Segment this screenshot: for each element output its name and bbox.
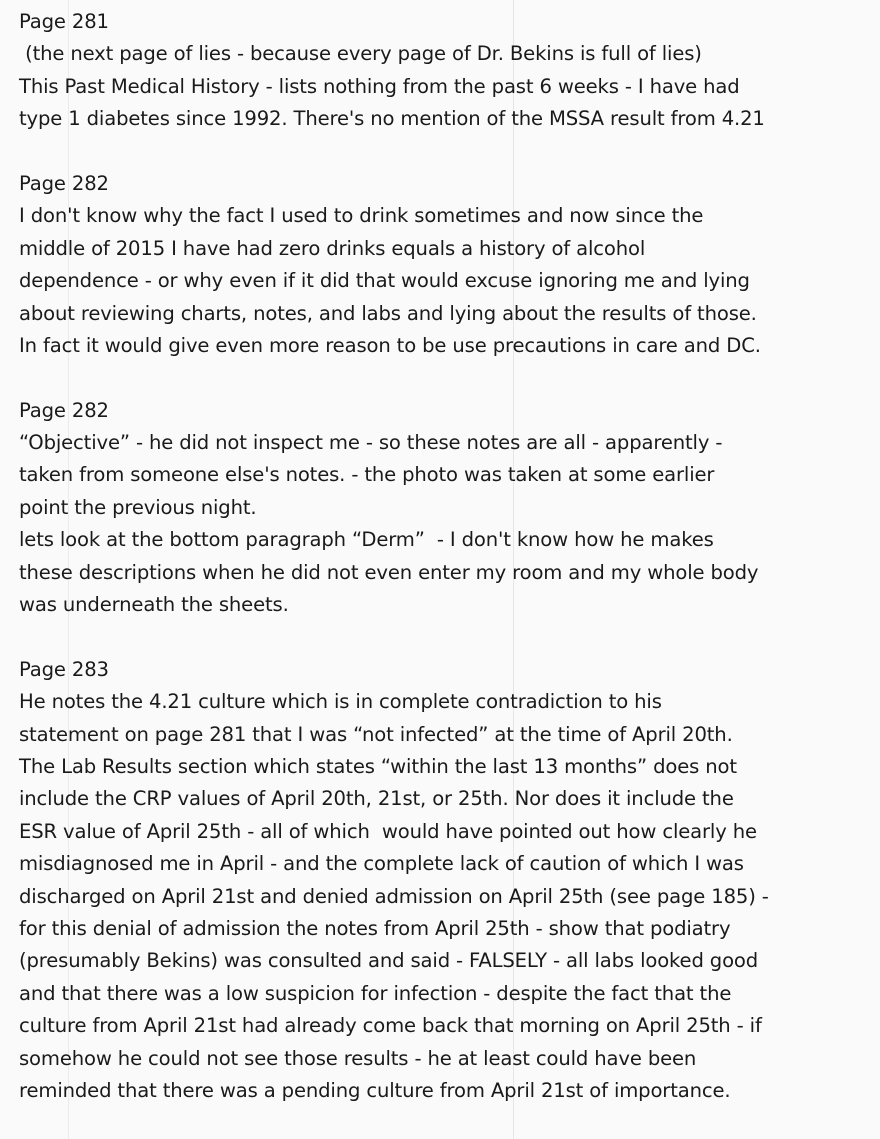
text-line: dependence - or why even if it did that would excuse ignoring me and lying bbox=[19, 269, 750, 293]
text-line: misdiagnosed me in April - and the complete lack of caution of which I was bbox=[19, 852, 744, 876]
text-line: was underneath the sheets. bbox=[19, 593, 289, 617]
text-line: This Past Medical History - lists nothing from the past 6 weeks - I have had bbox=[19, 74, 740, 98]
text-line: (presumably Bekins) was consulted and said - FALSELY - all labs looked good bbox=[19, 949, 759, 973]
text-line: and that there was a low suspicion for infection - despite the fact that the bbox=[19, 981, 732, 1005]
text-line: type 1 diabetes since 1992. There's no mention of the MSSA result from 4.21 bbox=[19, 107, 765, 131]
section-heading: Page 283 bbox=[19, 657, 109, 681]
text-line: include the CRP values of April 20th, 21st, or 25th. Nor does it include the bbox=[19, 787, 734, 811]
text-line: taken from someone else's notes. - the photo was taken at some earlier bbox=[19, 463, 715, 487]
section-heading: Page 281 bbox=[19, 10, 109, 33]
text-line: these descriptions when he did not even enter my room and my whole body bbox=[19, 560, 759, 584]
text-line: statement on page 281 that I was “not infected” at the time of April 20th. bbox=[19, 722, 733, 746]
section-page-281 bbox=[19, 6, 877, 136]
text-line: In fact it would give even more reason to be use precautions in care and DC. bbox=[19, 333, 761, 357]
text-line: middle of 2015 I have had zero drinks equals a history of alcohol bbox=[19, 236, 646, 260]
text-line: point the previous night. bbox=[19, 495, 257, 519]
text-line: (the next page of lies - because every page of Dr. Bekins is full of lies) bbox=[19, 42, 702, 66]
text-line: somehow he could not see those results - he at least could have been bbox=[19, 1046, 697, 1070]
text-line: “Objective” - he did not inspect me - so these notes are all - apparently - bbox=[19, 431, 723, 455]
document-body bbox=[19, 6, 877, 1139]
section-page-283 bbox=[19, 654, 877, 1107]
text-line: culture from April 21st had already come back that morning on April 25th - if bbox=[19, 1014, 762, 1038]
text-line: ESR value of April 25th - all of which would have pointed out how clearly he bbox=[19, 819, 757, 843]
section-heading: Page 282 bbox=[19, 171, 109, 195]
text-line: He notes the 4.21 culture which is in complete contradiction to his bbox=[19, 690, 662, 714]
section-page-282-alcohol bbox=[19, 168, 877, 362]
section-heading: Page 282 bbox=[19, 398, 109, 422]
text-line: I don't know why the fact I used to drink sometimes and now since the bbox=[19, 204, 704, 228]
section-page-282-objective bbox=[19, 395, 877, 622]
text-line: discharged on April 21st and denied admission on April 25th (see page 185) - bbox=[19, 884, 769, 908]
text-line: about reviewing charts, notes, and labs and lying about the results of those. bbox=[19, 301, 757, 325]
text-line: reminded that there was a pending culture from April 21st of importance. bbox=[19, 1078, 731, 1102]
text-line: lets look at the bottom paragraph “Derm” - I don't know how he makes bbox=[19, 528, 714, 552]
text-line: The Lab Results section which states “within the last 13 months” does not bbox=[19, 754, 737, 778]
text-line: for this denial of admission the notes from April 25th - show that podiatry bbox=[19, 916, 731, 940]
